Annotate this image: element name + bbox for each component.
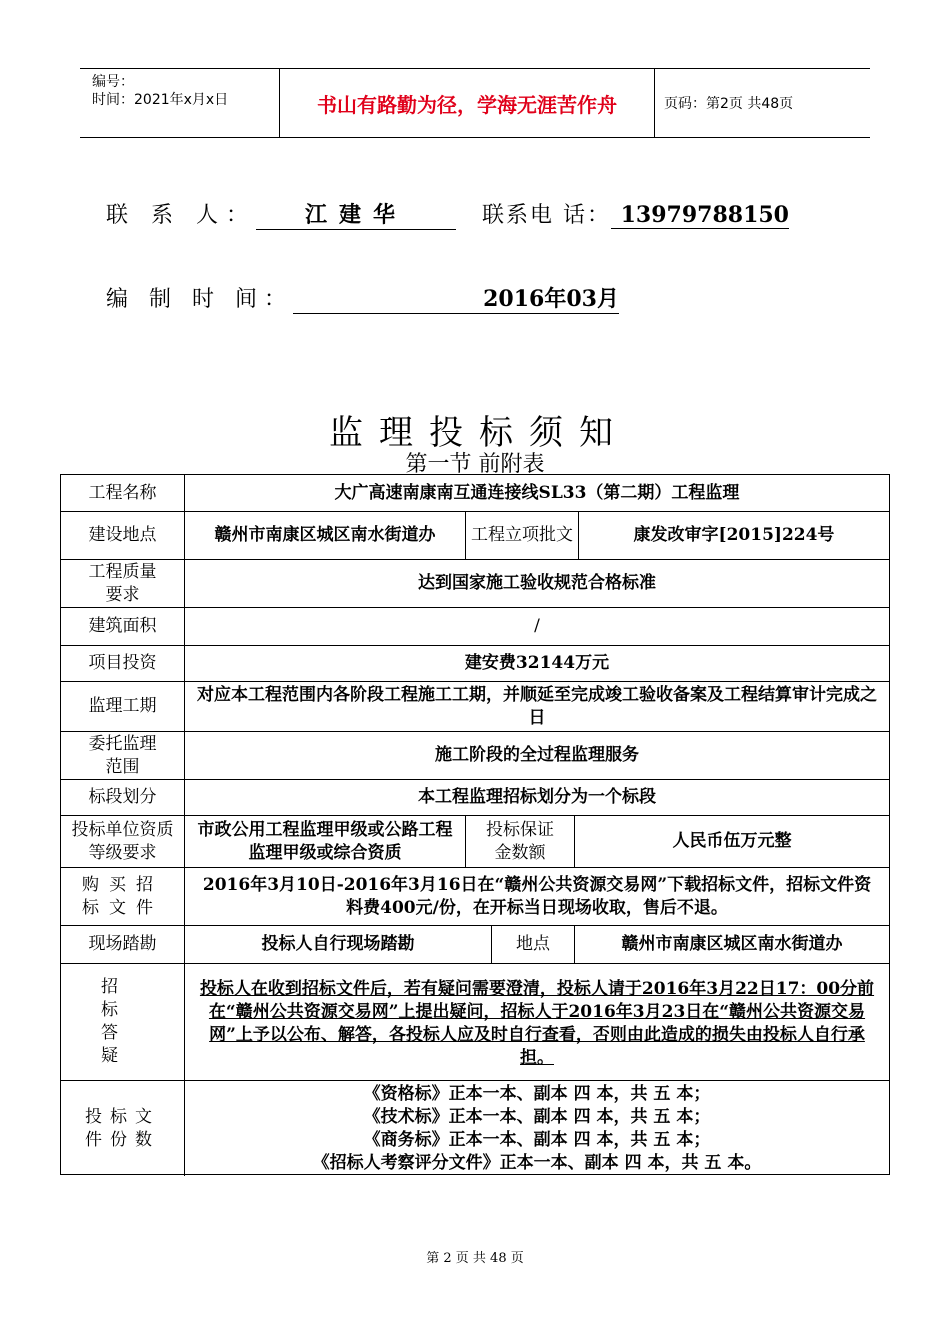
table-row: [61, 963, 889, 1080]
area-value: /: [534, 616, 540, 636]
row-label: 现场踏勘: [61, 926, 185, 963]
location-value: 赣州市南康区城区南水街道办: [214, 525, 436, 545]
contact-person-label: 联 系 人：: [106, 203, 256, 228]
purchase-value: 2016年3月10日-2016年3月16日在“赣州公共资源交易网”下载招标文件，招标文件资料费400元/份，在开标当日现场收取，售后不退。: [202, 874, 872, 918]
quality-value: 达到国家施工验收规范合格标准: [418, 573, 656, 593]
header-page-info: 页码：第2页 共48页: [664, 96, 794, 112]
row-label: 投标文件份数: [61, 1081, 185, 1176]
contact-phone-value: 13979788150: [611, 202, 789, 229]
approval-value: 康发改审字[2015]224号: [633, 525, 835, 545]
table-row: [61, 475, 889, 511]
table-row: [61, 681, 889, 731]
table-row: [61, 867, 889, 925]
place-label: 地点: [491, 926, 575, 963]
section-title: 第一节 前附表: [405, 452, 545, 477]
row-label: 工程名称: [61, 475, 185, 511]
section-value: 本工程监理招标划分为一个标段: [418, 787, 656, 807]
deposit-label: 投标保证金数额: [465, 816, 575, 867]
compile-date-value: 2016年03月: [293, 282, 619, 314]
copies-line: 《商务标》正本一本、副本 四 本，共 五 本；: [363, 1129, 711, 1150]
table-row: [61, 731, 889, 779]
qualification-value: 市政公用工程监理甲级或公路工程监理甲级或综合资质: [197, 819, 453, 863]
row-label: 购买招标文件: [61, 868, 185, 925]
row-label: 建设地点: [61, 512, 185, 559]
deposit-value: 人民币伍万元整: [672, 831, 792, 851]
approval-label: 工程立项批文: [465, 512, 579, 559]
copies-value: [185, 1081, 889, 1176]
table-row: [61, 779, 889, 815]
table-row: [61, 511, 889, 559]
contact-row: [106, 198, 789, 230]
row-label: 投标单位资质等级要求: [61, 816, 185, 867]
table-row: [61, 607, 889, 645]
row-label: 建筑面积: [61, 608, 185, 645]
scope-value: 施工阶段的全过程监理服务: [435, 745, 639, 765]
header-motto: 书山有路勤为径，学海无涯苦作舟: [280, 69, 655, 137]
row-label: 工程质量要求: [61, 560, 185, 607]
row-label: 委托监理范围: [61, 732, 185, 779]
contact-person-value: 江建华: [256, 198, 456, 230]
page-footer: 第 2 页 共 48 页: [426, 1251, 524, 1266]
row-label: 项目投资: [61, 646, 185, 681]
site-value: 投标人自行现场踏勘: [261, 934, 415, 954]
copies-line: 《技术标》正本一本、副本 四 本，共 五 本；: [363, 1106, 711, 1127]
compile-date-row: [106, 282, 619, 314]
qa-value: 投标人在收到招标文件后，若有疑问需要澄清，投标人请于2016年3月22日17：00分前在“赣州公共资源交易网”上提出疑问，招标人于2016年3月23日在“赣州公共资源交易网”上予以公布、解答，各投标人应及时自行查看，否则由此造成的损失由投标人自行承担。: [199, 979, 875, 1068]
table-row: [61, 559, 889, 607]
row-label: 标段划分: [61, 780, 185, 815]
time-label: 时间：2021年x月x日: [92, 92, 229, 108]
contact-phone-label: 联系电 话：: [482, 203, 611, 228]
table-row: [61, 1080, 889, 1176]
table-row: [61, 925, 889, 963]
place-value: 赣州市南康区城区南水街道办: [621, 934, 843, 954]
row-label: 监理工期: [61, 682, 185, 731]
period-value: 对应本工程范围内各阶段工程施工工期，并顺延至完成竣工验收备案及工程结算审计完成之日: [197, 684, 877, 728]
table-row: [61, 815, 889, 867]
number-label: 编号：: [92, 74, 134, 90]
doc-title: 监理投标须知: [329, 413, 629, 453]
copies-line: 《招标人考察评分文件》正本一本、副本 四 本，共 五 本。: [312, 1152, 762, 1173]
page-header: [80, 68, 870, 138]
row-label: 招标答疑: [61, 964, 185, 1080]
info-table: [60, 474, 890, 1175]
copies-line: 《资格标》正本一本、副本 四 本，共 五 本；: [363, 1083, 711, 1104]
project-name-value: 大广高速南康南互通连接线SL33（第二期）工程监理: [334, 482, 740, 503]
investment-value: 建安费32144万元: [464, 653, 610, 673]
table-row: [61, 645, 889, 681]
header-meta: [80, 69, 280, 137]
compile-date-label: 编 制 时 间：: [106, 287, 293, 312]
